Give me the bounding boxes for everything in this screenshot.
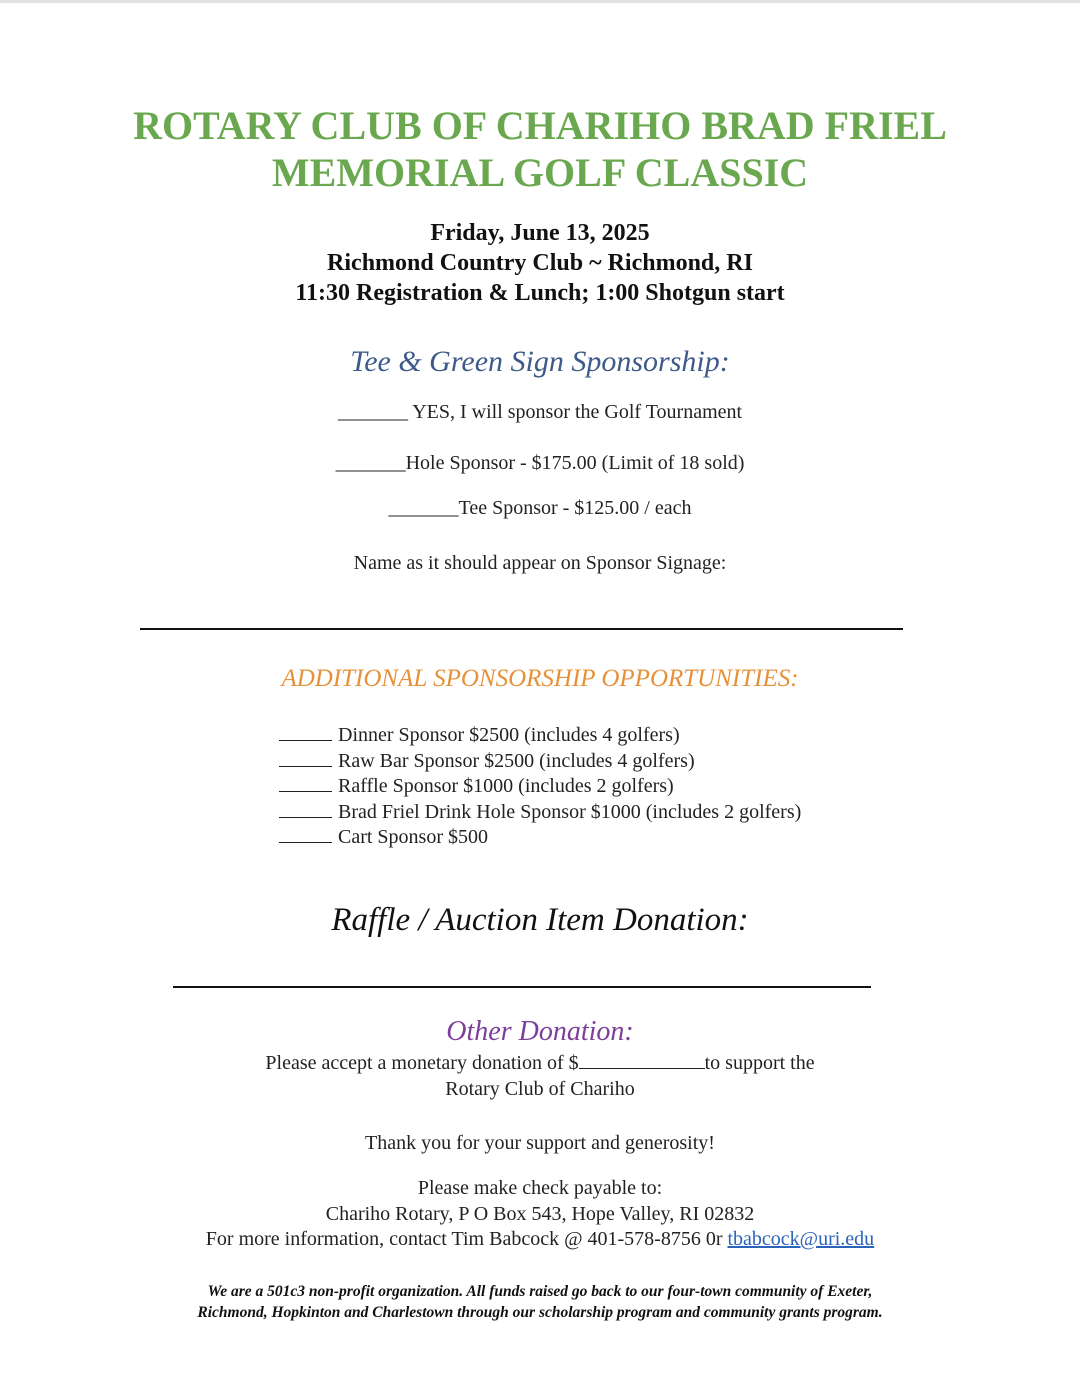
hole-sponsor-blank[interactable]: _______ [335, 452, 406, 474]
tee-green-heading: Tee & Green Sign Sponsorship: [350, 345, 730, 378]
other-donation-heading: Other Donation: [446, 1016, 634, 1047]
additional-heading: ADDITIONAL SPONSORSHIP OPPORTUNITIES: [281, 665, 799, 692]
signage-name-line[interactable] [140, 628, 903, 630]
contact-text: For more information, contact Tim Babcock @ 401-578-8756 0r [205, 1228, 728, 1250]
hole-sponsor-line [0, 451, 1080, 475]
donation-pre: Please accept a monetary donation of $ [265, 1052, 579, 1074]
donation-recipient: Rotary Club of Chariho [445, 1078, 635, 1100]
sponsor-yes-blank[interactable]: _______ [337, 401, 408, 423]
footer-line-1: We are a 501c3 non-profit organization. All funds raised go back to our four-town community of Exeter, [207, 1283, 873, 1300]
event-date: Friday, June 13, 2025 [430, 220, 650, 246]
raffle-item-line[interactable] [173, 986, 871, 988]
title-line-2: MEMORIAL GOLF CLASSIC [271, 150, 809, 195]
tee-sponsor-line [0, 496, 1080, 520]
contact-line [0, 1227, 1080, 1251]
email-link[interactable]: tbabcock@uri.edu [727, 1228, 875, 1250]
donation-amount-blank[interactable] [579, 1052, 705, 1069]
list-item: Dinner Sponsor $2500 (includes 4 golfers) [279, 723, 801, 749]
list-item: Cart Sponsor $500 [279, 825, 801, 851]
list-item: Raffle Sponsor $1000 (includes 2 golfers) [279, 774, 801, 800]
list-item: Brad Friel Drink Hole Sponsor $1000 (includes 2 golfers) [279, 800, 801, 826]
checkbox-blank[interactable] [279, 750, 332, 767]
additional-list [279, 723, 801, 851]
hole-sponsor-label: Hole Sponsor - $175.00 (Limit of 18 sold) [405, 452, 745, 474]
checkbox-blank[interactable] [279, 826, 332, 843]
payable-text: Please make check payable to: [417, 1177, 663, 1199]
title-line-1: ROTARY CLUB OF CHARIHO BRAD FRIEL [133, 103, 947, 148]
event-schedule: 11:30 Registration & Lunch; 1:00 Shotgun start [295, 280, 785, 306]
donation-post: to support the [704, 1052, 815, 1074]
checkbox-blank[interactable] [279, 775, 332, 792]
sponsor-yes-line [0, 400, 1080, 424]
list-item: Raw Bar Sponsor $2500 (includes 4 golfers) [279, 749, 801, 775]
checkbox-blank[interactable] [279, 801, 332, 818]
mailing-address: Chariho Rotary, P O Box 543, Hope Valley, RI 02832 [325, 1203, 755, 1225]
thanks-text: Thank you for your support and generosity! [365, 1132, 715, 1154]
event-venue: Richmond Country Club ~ Richmond, RI [327, 250, 753, 276]
checkbox-blank[interactable] [279, 724, 332, 741]
signage-prompt: Name as it should appear on Sponsor Signage: [353, 552, 727, 574]
raffle-heading: Raffle / Auction Item Donation: [331, 902, 749, 938]
footer-line-2: Richmond, Hopkinton and Charlestown through our scholarship program and community grants program. [197, 1304, 883, 1321]
top-border [0, 0, 1080, 3]
tee-sponsor-label: Tee Sponsor - $125.00 / each [458, 497, 692, 519]
tee-sponsor-blank[interactable]: _______ [388, 497, 459, 519]
donation-line [0, 1051, 1080, 1075]
sponsor-yes-label: YES, I will sponsor the Golf Tournament [407, 401, 743, 423]
